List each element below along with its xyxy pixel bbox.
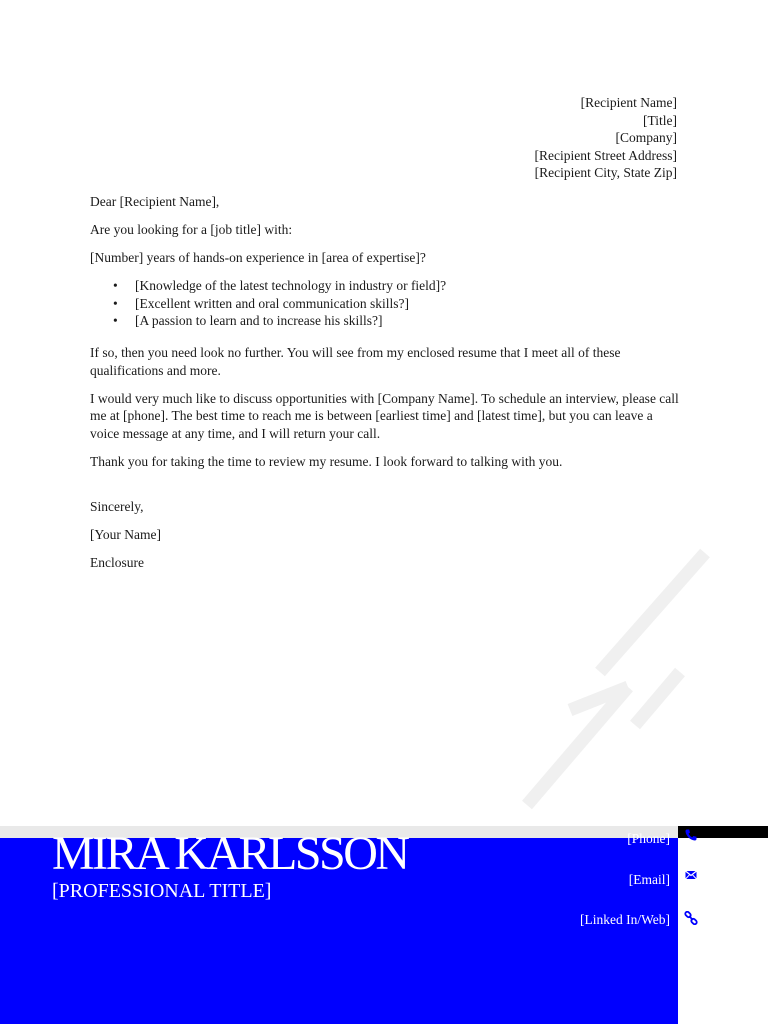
recipient-street: [Recipient Street Address] [534, 147, 677, 163]
contact-email: [Email] [628, 872, 670, 887]
recipient-title: [Title] [642, 112, 677, 128]
email-icon [684, 868, 698, 882]
recipient-company: [Company] [615, 130, 677, 146]
contact-web: [Linked In/Web] [579, 912, 670, 927]
recipient-address-block [535, 94, 677, 182]
intro-line: Are you looking for a [job title] with: [90, 222, 293, 238]
phone-icon [684, 828, 698, 842]
closing: Sincerely, [90, 499, 144, 515]
recipient-city: [Recipient City, State Zip] [534, 165, 677, 181]
footer-contact-panel [678, 838, 768, 1024]
link-icon [684, 911, 698, 925]
enclosure-note: Enclosure [90, 555, 144, 571]
applicant-name: MIRA KARLSSON [52, 827, 408, 880]
paragraph-qualifications: If so, then you need look no further. You will see from my enclosed resume that I meet all of these qualifications and more. [90, 345, 621, 378]
contact-phone: [Phone] [627, 831, 670, 846]
qualifications-list [90, 277, 680, 330]
list-item: • [Excellent written and oral communication skills?] [90, 295, 680, 313]
signature-name: [Your Name] [90, 527, 161, 543]
decorative-stripes [510, 540, 730, 830]
professional-title: [PROFESSIONAL TITLE] [52, 880, 272, 902]
letter-body [90, 193, 680, 582]
list-item: • [A passion to learn and to increase his skills?] [90, 312, 680, 330]
recipient-name: [Recipient Name] [580, 95, 677, 110]
list-item: • [Knowledge of the latest technology in industry or field]? [90, 277, 680, 295]
salutation: Dear [Recipient Name], [90, 194, 220, 209]
paragraph-contact: I would very much like to discuss opportunities with [Company Name]. To schedule an interview, please call me at [phone]. The best time to reach me is between [earliest time] and [latest time], but you can leave a voice message at any time, and I will return your call. [90, 390, 679, 441]
experience-line: [Number] years of hands-on experience in [area of expertise]? [90, 250, 426, 266]
paragraph-thanks: Thank you for taking the time to review my resume. I look forward to talking with you. [90, 454, 563, 470]
